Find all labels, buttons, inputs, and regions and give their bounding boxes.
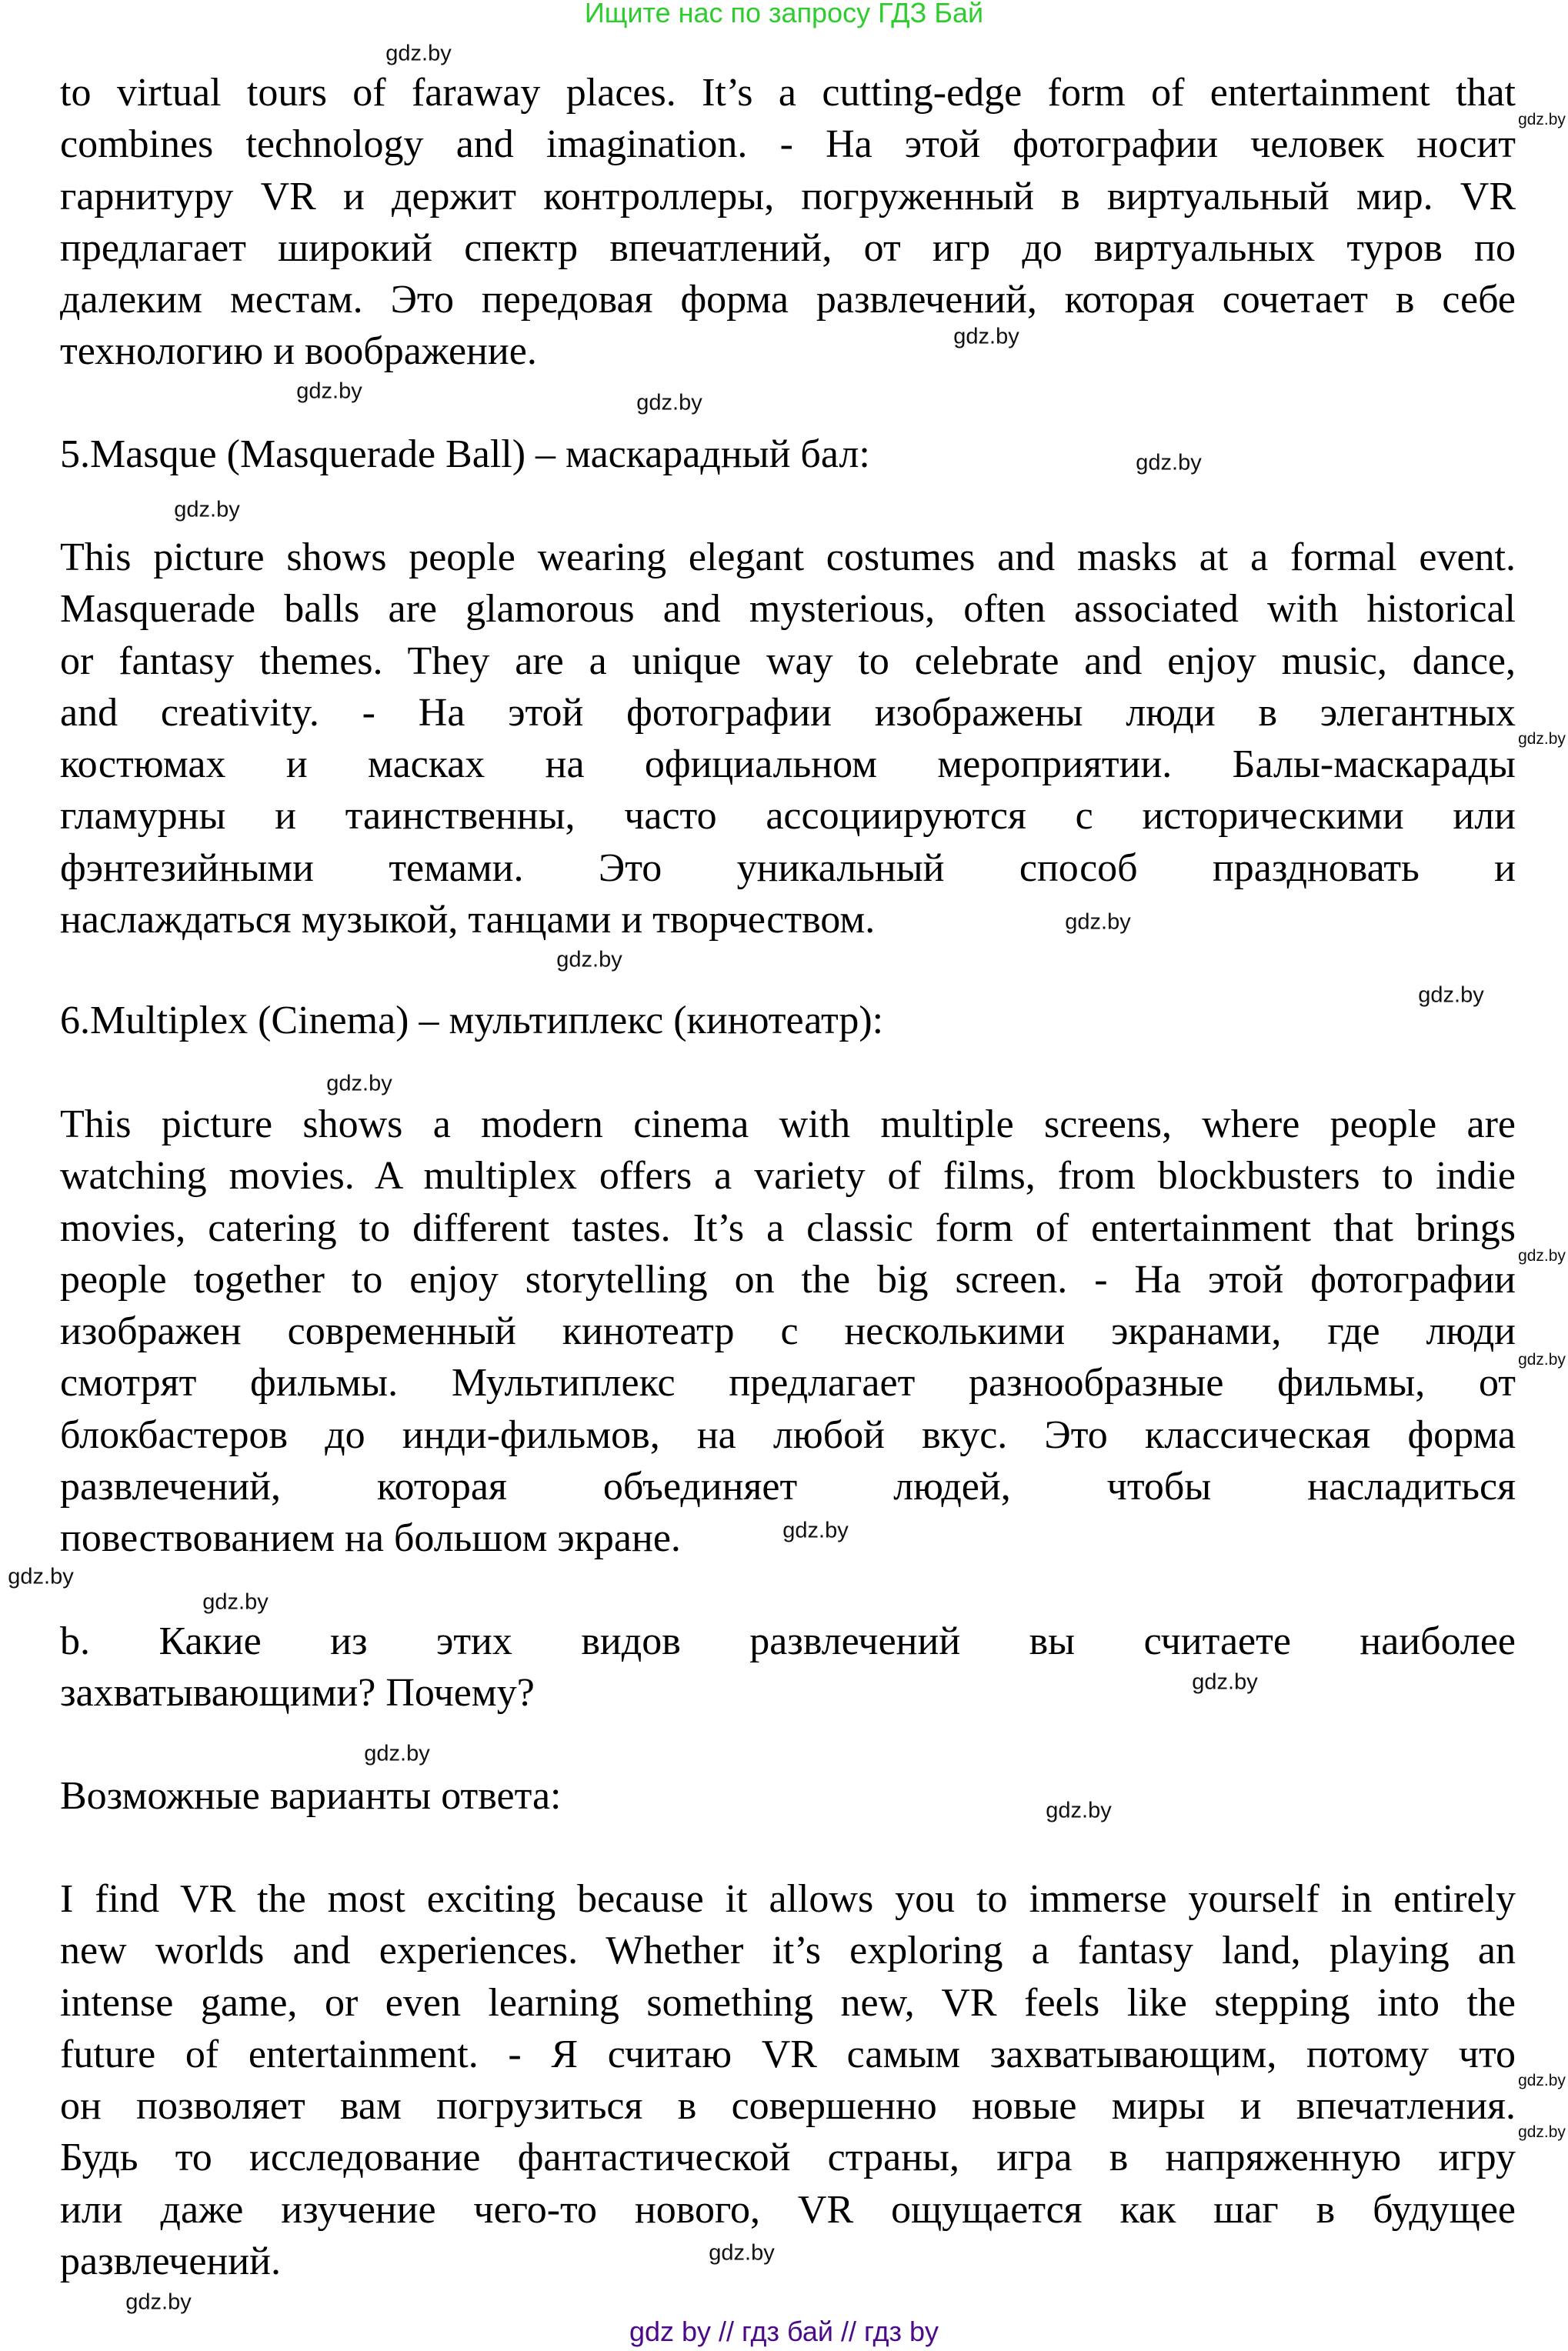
watermark-text: gdz.by (174, 497, 240, 522)
header-banner[interactable]: Ищите нас по запросу ГДЗ Бай (584, 0, 984, 28)
answer-paragraph (60, 1873, 1516, 2287)
text-line: and creativity. - На этой фотографии изображены люди в элегантных (60, 690, 1516, 735)
watermark-text: gdz.by (1518, 2123, 1566, 2141)
watermark-text: gdz.by (709, 2240, 775, 2266)
watermark-text: gdz.by (326, 1071, 392, 1096)
masque-paragraph (60, 532, 1516, 945)
watermark-text: gdz.by (202, 1589, 269, 1615)
text-line: повествованием на большом экране. (60, 1516, 681, 1561)
footer-banner[interactable]: gdz by // гдз бай // гдз by (629, 2316, 939, 2347)
text-line: смотрят фильмы. Мультиплекс предлагает разнообразные фильмы, от (60, 1361, 1516, 1406)
text-line: Masquerade balls are glamorous and mysterious, often associated with historical (60, 587, 1516, 632)
text-line: Возможные варианты ответа: (60, 1774, 562, 1818)
watermark-text: gdz.by (1046, 1798, 1112, 1823)
answer-heading (60, 1770, 1516, 1822)
text-line: This picture shows people wearing elegant costumes and masks at a formal event. (60, 535, 1516, 579)
text-line: 6.Multiplex (Cinema) – мультиплекс (кинотеатр): (60, 999, 884, 1042)
watermark-text: gdz.by (364, 1741, 430, 1766)
text-line: or fantasy themes. They are a unique way to celebrate and enjoy music, dance, (60, 639, 1516, 683)
watermark-text: gdz.by (782, 1518, 849, 1543)
heading-masque (60, 429, 1516, 480)
text-line: Будь то исследование фантастической страны, игра в напряженную игру (60, 2136, 1516, 2180)
text-line: развлечений, которая объединяет людей, чтобы насладиться (60, 1465, 1516, 1509)
text-line: фэнтезийными темами. Это уникальный способ праздновать и (60, 845, 1516, 890)
question-b (60, 1616, 1516, 1719)
text-line: или даже изучение чего-то нового, VR ощущается как шаг в будущее (60, 2187, 1516, 2232)
watermark-text: gdz.by (556, 947, 622, 972)
watermark-text: gdz.by (1136, 450, 1202, 475)
text-line: intense game, or even learning something new, VR feels like stepping into the (60, 1980, 1516, 2025)
watermark-text: gdz.by (1518, 2072, 1566, 2089)
text-line: технологию и воображение. (60, 329, 537, 374)
watermark-text: gdz.by (1065, 909, 1131, 935)
text-line: он позволяет вам погрузиться в совершенно новые миры и впечатления. (60, 2084, 1516, 2129)
watermark-text: gdz.by (1418, 982, 1484, 1008)
text-line: изображен современный кинотеатр с несколькими экранами, где люди (60, 1309, 1516, 1354)
text-line: combines technology and imagination. - На этой фотографии человек носит (60, 122, 1516, 167)
text-line: people together to enjoy storytelling on the big screen. - На этой фотографии (60, 1257, 1516, 1302)
text-line: movies, catering to different tastes. It’s a classic form of entertainment that brings (60, 1206, 1516, 1250)
watermark-text: gdz.by (953, 324, 1019, 349)
text-line: watching movies. A multiplex offers a variety of films, from blockbusters to indie (60, 1154, 1516, 1199)
text-line: гарнитуру VR и держит контроллеры, погруженный в виртуальный мир. VR (60, 174, 1516, 218)
watermark-text: gdz.by (1518, 1351, 1566, 1369)
text-line: захватывающими? Почему? (60, 1671, 535, 1716)
watermark-text: gdz.by (1518, 1247, 1566, 1265)
heading-multiplex (60, 995, 1516, 1046)
watermark-text: gdz.by (1518, 111, 1566, 128)
text-line: далеким местам. Это передовая форма развлечений, которая сочетает в себе (60, 278, 1516, 322)
text-line: предлагает широкий спектр впечатлений, от игр до виртуальных туров по (60, 225, 1516, 270)
watermark-text: gdz.by (296, 378, 362, 404)
text-line: b. Какие из этих видов развлечений вы считаете наиболее (60, 1619, 1516, 1663)
text-line: This picture shows a modern cinema with multiple screens, where people are (60, 1102, 1516, 1146)
watermark-text: gdz.by (385, 41, 452, 66)
text-line: to virtual tours of faraway places. It’s a cutting-edge form of entertainment that (60, 71, 1516, 115)
text-line: 5.Masque (Masquerade Ball) – маскарадный бал: (60, 432, 870, 476)
watermark-text: gdz.by (8, 1564, 74, 1589)
text-line: развлечений. (60, 2239, 281, 2284)
multiplex-paragraph (60, 1099, 1516, 1565)
watermark-text: gdz.by (636, 390, 702, 415)
text-line: костюмах и масках на официальном мероприятии. Балы-маскарады (60, 742, 1516, 787)
text-line: блокбастеров до инди-фильмов, на любой вкус. Это классическая форма (60, 1412, 1516, 1457)
text-line: наслаждаться музыкой, танцами и творчеством. (60, 898, 876, 942)
text-line: I find VR the most exciting because it allows you to immerse yourself in entirely (60, 1877, 1516, 1921)
watermark-text: gdz.by (125, 2289, 192, 2315)
watermark-text: gdz.by (1192, 1669, 1258, 1695)
text-line: future of entertainment. - Я считаю VR самым захватывающим, потому что (60, 2032, 1516, 2076)
text-line: new worlds and experiences. Whether it’s exploring a fantasy land, playing an (60, 1929, 1516, 1973)
text-line: гламурны и таинственны, часто ассоциируются с историческими или (60, 794, 1516, 839)
vr-continuation (60, 67, 1516, 378)
watermark-text: gdz.by (1518, 730, 1566, 748)
